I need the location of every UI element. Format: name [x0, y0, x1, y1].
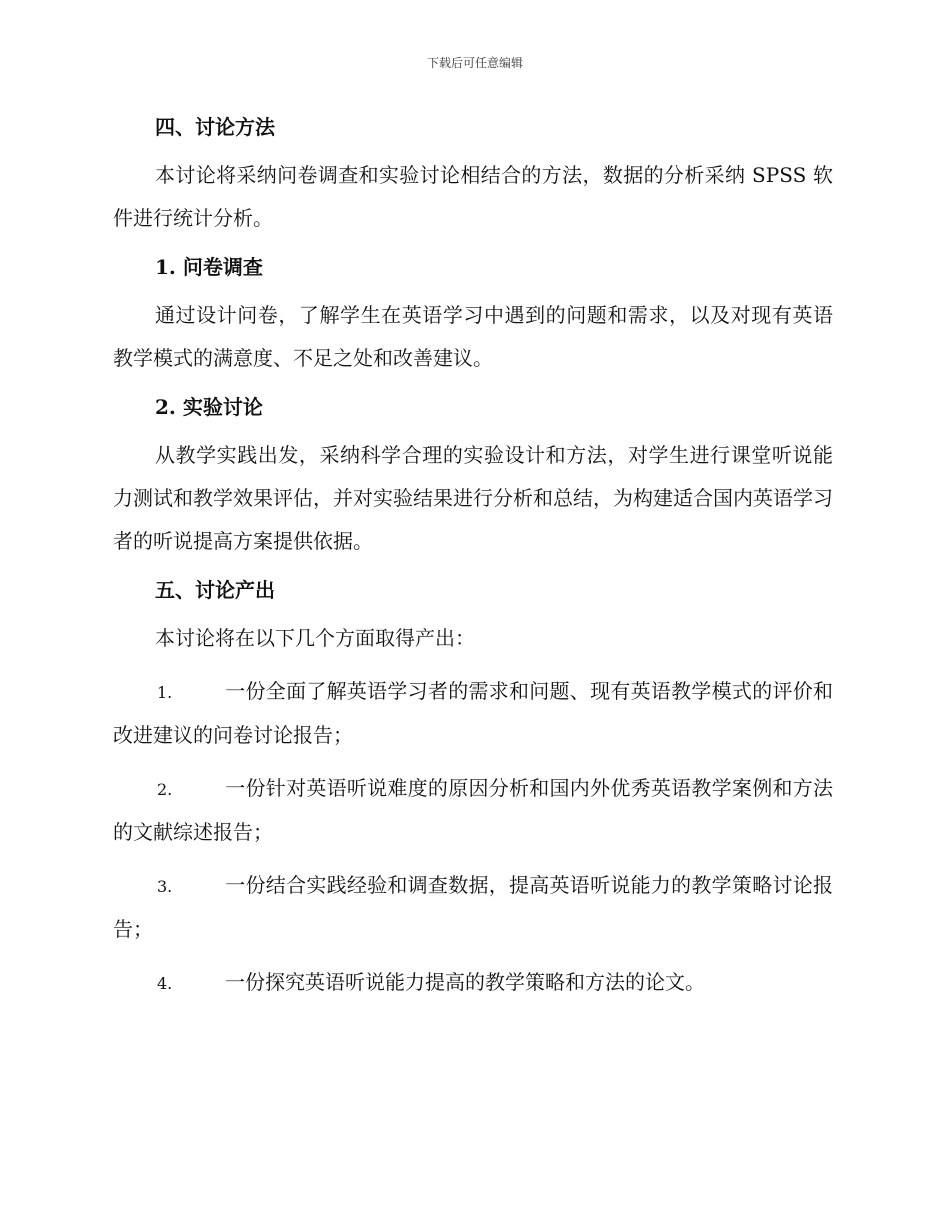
subsection-experiment-text: 从教学实践出发，采纳科学合理的实验设计和方法，对学生进行课堂听说能力测试和教学效果评估，并对实验结果进行分析和总结，为构建适合国内英语学习者的听说提高方案提供依据。 — [113, 443, 833, 553]
list-text: 一份针对英语听说难度的原因分析和国内外优秀英语教学案例和方法的文献综述报告； — [113, 776, 833, 844]
list-number: 4. — [157, 974, 173, 993]
list-text: 一份结合实践经验和调查数据，提高英语听说能力的教学策略讨论报告； — [113, 873, 833, 941]
list-number: 2. — [157, 780, 173, 799]
list-text: 一份全面了解英语学习者的需求和问题、现有英语教学模式的评价和改进建议的问卷讨论报告； — [113, 679, 833, 747]
output-list-item — [113, 961, 833, 1005]
subsection-questionnaire-text: 通过设计问卷，了解学生在英语学习中遇到的问题和需求，以及对现有英语教学模式的满意度、不足之处和改善建议。 — [113, 303, 833, 370]
subsection-experiment-heading: 2. 实验讨论 — [155, 395, 263, 419]
subsection-questionnaire-heading: 1. 问卷调查 — [155, 255, 263, 279]
output-list-item — [113, 670, 833, 757]
document-body — [113, 110, 833, 1005]
output-list-item — [113, 767, 833, 854]
list-number: 1. — [157, 683, 173, 702]
section-5-intro: 本讨论将在以下几个方面取得产出： — [155, 626, 475, 650]
page-header: 下载后可任意编辑 — [426, 56, 523, 70]
output-list-item — [113, 864, 833, 951]
list-text: 一份探究英语听说能力提高的教学策略和方法的论文。 — [225, 970, 705, 994]
section-5-heading: 五、讨论产出 — [155, 578, 275, 602]
list-number: 3. — [157, 877, 173, 896]
section-4-intro: 本讨论将采纳问卷调查和实验讨论相结合的方法，数据的分析采纳 SPSS 软件进行统计分析。 — [113, 163, 833, 230]
section-4-heading: 四、讨论方法 — [155, 115, 275, 139]
